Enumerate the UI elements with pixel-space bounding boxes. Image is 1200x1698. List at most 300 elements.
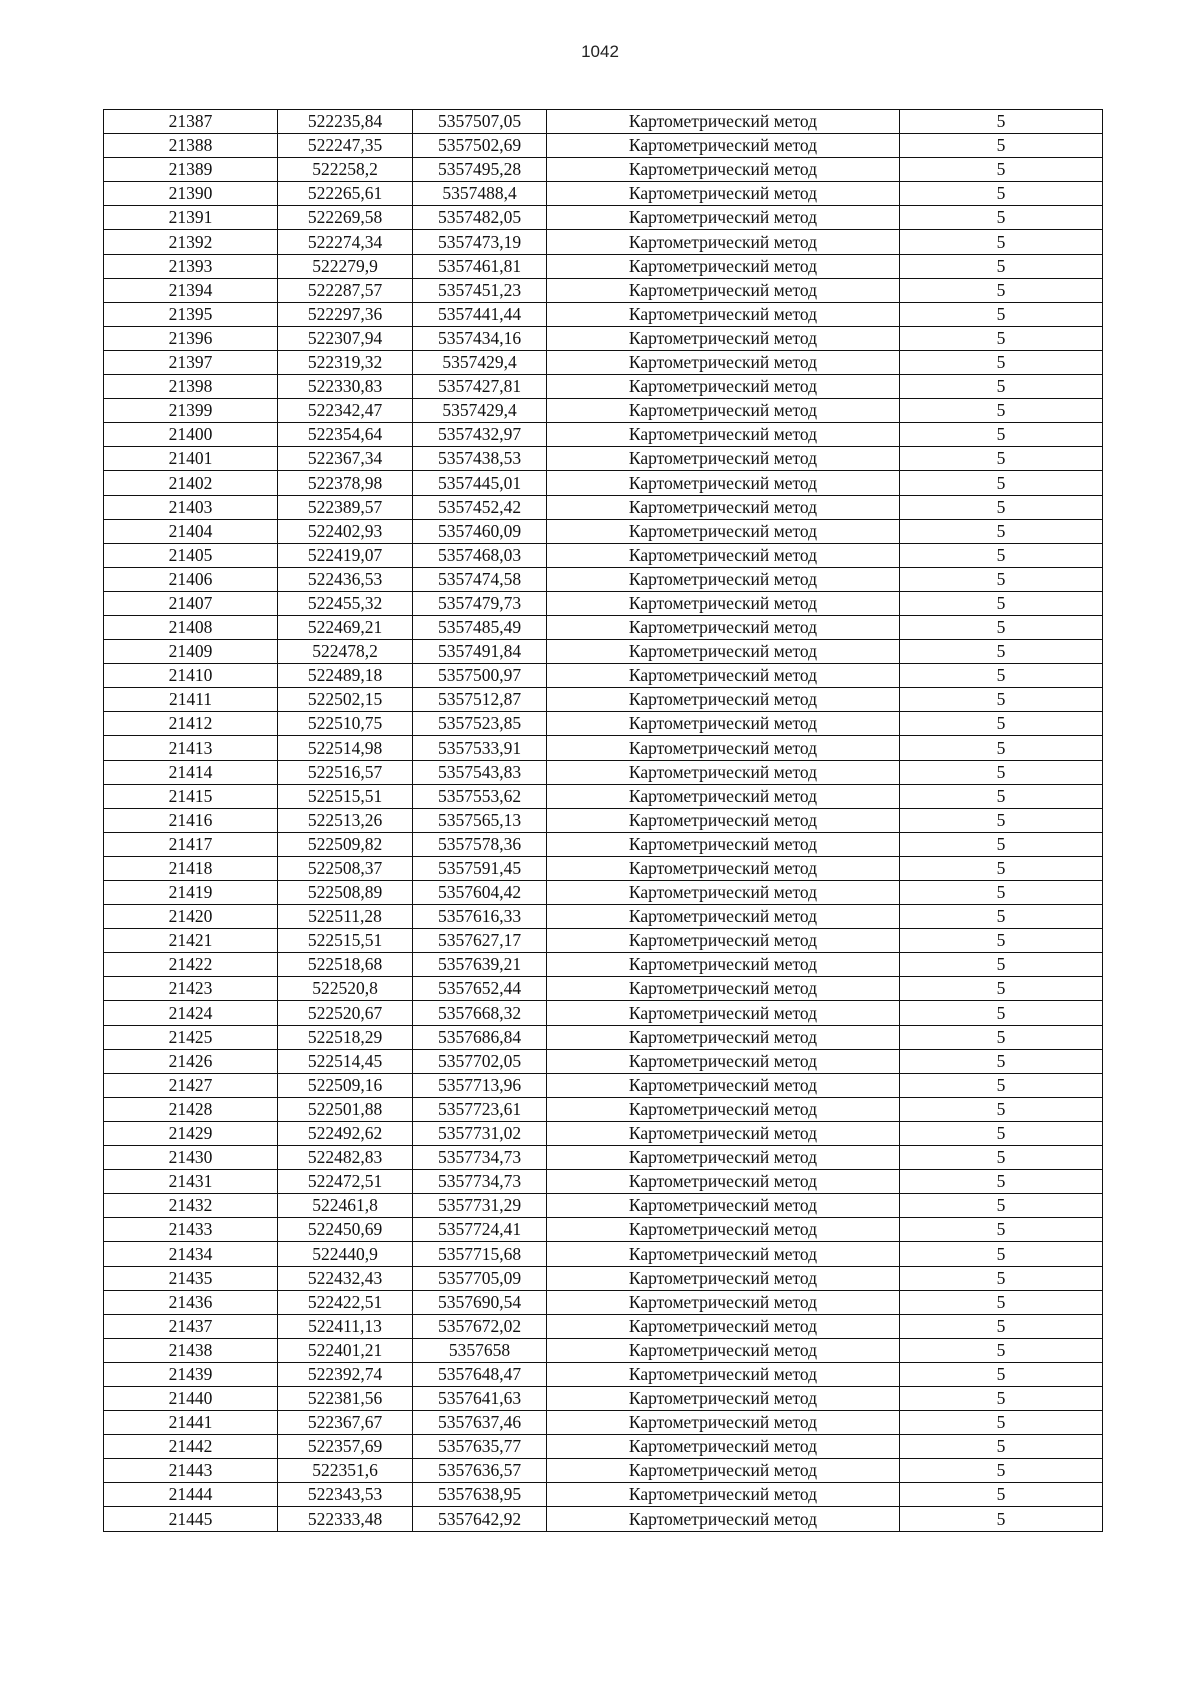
x-coordinate-cell: 522502,15: [278, 688, 413, 712]
y-coordinate-cell: 5357648,47: [413, 1362, 547, 1386]
method-cell: Картометрический метод: [547, 230, 900, 254]
y-coordinate-cell: 5357451,23: [413, 278, 547, 302]
x-coordinate-cell: 522509,82: [278, 832, 413, 856]
point-number-cell: 21415: [104, 784, 278, 808]
point-number-cell: 21421: [104, 929, 278, 953]
point-number-cell: 21403: [104, 495, 278, 519]
x-coordinate-cell: 522392,74: [278, 1362, 413, 1386]
point-number-cell: 21439: [104, 1362, 278, 1386]
table-row: [104, 881, 1103, 905]
point-number-cell: 21432: [104, 1194, 278, 1218]
point-number-cell: 21396: [104, 326, 278, 350]
accuracy-cell: 5: [900, 856, 1103, 880]
method-cell: Картометрический метод: [547, 1507, 900, 1531]
accuracy-cell: 5: [900, 543, 1103, 567]
x-coordinate-cell: 522513,26: [278, 808, 413, 832]
y-coordinate-cell: 5357507,05: [413, 110, 547, 134]
point-number-cell: 21428: [104, 1097, 278, 1121]
y-coordinate-cell: 5357445,01: [413, 471, 547, 495]
accuracy-cell: 5: [900, 326, 1103, 350]
y-coordinate-cell: 5357723,61: [413, 1097, 547, 1121]
point-number-cell: 21429: [104, 1121, 278, 1145]
x-coordinate-cell: 522509,16: [278, 1073, 413, 1097]
table-row: [104, 688, 1103, 712]
accuracy-cell: 5: [900, 760, 1103, 784]
accuracy-cell: 5: [900, 350, 1103, 374]
method-cell: Картометрический метод: [547, 278, 900, 302]
x-coordinate-cell: 522482,83: [278, 1146, 413, 1170]
y-coordinate-cell: 5357434,16: [413, 326, 547, 350]
point-number-cell: 21431: [104, 1170, 278, 1194]
y-coordinate-cell: 5357642,92: [413, 1507, 547, 1531]
accuracy-cell: 5: [900, 1194, 1103, 1218]
point-number-cell: 21399: [104, 399, 278, 423]
table-row: [104, 640, 1103, 664]
x-coordinate-cell: 522402,93: [278, 519, 413, 543]
accuracy-cell: 5: [900, 206, 1103, 230]
y-coordinate-cell: 5357553,62: [413, 784, 547, 808]
table-row: [104, 1483, 1103, 1507]
method-cell: Картометрический метод: [547, 905, 900, 929]
accuracy-cell: 5: [900, 905, 1103, 929]
method-cell: Картометрический метод: [547, 953, 900, 977]
point-number-cell: 21443: [104, 1459, 278, 1483]
y-coordinate-cell: 5357482,05: [413, 206, 547, 230]
point-number-cell: 21424: [104, 1001, 278, 1025]
accuracy-cell: 5: [900, 808, 1103, 832]
x-coordinate-cell: 522279,9: [278, 254, 413, 278]
point-number-cell: 21395: [104, 302, 278, 326]
table-row: [104, 808, 1103, 832]
y-coordinate-cell: 5357713,96: [413, 1073, 547, 1097]
x-coordinate-cell: 522520,8: [278, 977, 413, 1001]
table-row: [104, 1338, 1103, 1362]
accuracy-cell: 5: [900, 1049, 1103, 1073]
method-cell: Картометрический метод: [547, 375, 900, 399]
accuracy-cell: 5: [900, 471, 1103, 495]
method-cell: Картометрический метод: [547, 1435, 900, 1459]
method-cell: Картометрический метод: [547, 399, 900, 423]
y-coordinate-cell: 5357565,13: [413, 808, 547, 832]
method-cell: Картометрический метод: [547, 1338, 900, 1362]
accuracy-cell: 5: [900, 399, 1103, 423]
method-cell: Картометрический метод: [547, 110, 900, 134]
point-number-cell: 21444: [104, 1483, 278, 1507]
accuracy-cell: 5: [900, 182, 1103, 206]
accuracy-cell: 5: [900, 1121, 1103, 1145]
y-coordinate-cell: 5357427,81: [413, 375, 547, 399]
table-row: [104, 110, 1103, 134]
page-number: 1042: [581, 42, 619, 61]
y-coordinate-cell: 5357672,02: [413, 1314, 547, 1338]
point-number-cell: 21408: [104, 615, 278, 639]
method-cell: Картометрический метод: [547, 134, 900, 158]
x-coordinate-cell: 522518,68: [278, 953, 413, 977]
x-coordinate-cell: 522307,94: [278, 326, 413, 350]
table-row: [104, 736, 1103, 760]
x-coordinate-cell: 522367,67: [278, 1411, 413, 1435]
table-row: [104, 1411, 1103, 1435]
accuracy-cell: 5: [900, 278, 1103, 302]
y-coordinate-cell: 5357686,84: [413, 1025, 547, 1049]
accuracy-cell: 5: [900, 881, 1103, 905]
method-cell: Картометрический метод: [547, 736, 900, 760]
x-coordinate-cell: 522357,69: [278, 1435, 413, 1459]
method-cell: Картометрический метод: [547, 664, 900, 688]
table-row: [104, 254, 1103, 278]
point-number-cell: 21423: [104, 977, 278, 1001]
point-number-cell: 21418: [104, 856, 278, 880]
coordinates-table-body: [104, 110, 1103, 1532]
x-coordinate-cell: 522235,84: [278, 110, 413, 134]
point-number-cell: 21438: [104, 1338, 278, 1362]
x-coordinate-cell: 522389,57: [278, 495, 413, 519]
y-coordinate-cell: 5357468,03: [413, 543, 547, 567]
table-row: [104, 326, 1103, 350]
method-cell: Картометрический метод: [547, 1314, 900, 1338]
x-coordinate-cell: 522367,34: [278, 447, 413, 471]
point-number-cell: 21397: [104, 350, 278, 374]
method-cell: Картометрический метод: [547, 832, 900, 856]
table-row: [104, 399, 1103, 423]
y-coordinate-cell: 5357658: [413, 1338, 547, 1362]
table-row: [104, 953, 1103, 977]
y-coordinate-cell: 5357474,58: [413, 567, 547, 591]
x-coordinate-cell: 522515,51: [278, 784, 413, 808]
accuracy-cell: 5: [900, 158, 1103, 182]
method-cell: Картометрический метод: [547, 977, 900, 1001]
table-row: [104, 832, 1103, 856]
y-coordinate-cell: 5357639,21: [413, 953, 547, 977]
accuracy-cell: 5: [900, 1266, 1103, 1290]
point-number-cell: 21392: [104, 230, 278, 254]
x-coordinate-cell: 522411,13: [278, 1314, 413, 1338]
method-cell: Картометрический метод: [547, 1459, 900, 1483]
y-coordinate-cell: 5357715,68: [413, 1242, 547, 1266]
point-number-cell: 21434: [104, 1242, 278, 1266]
x-coordinate-cell: 522436,53: [278, 567, 413, 591]
point-number-cell: 21406: [104, 567, 278, 591]
accuracy-cell: 5: [900, 1338, 1103, 1362]
table-row: [104, 302, 1103, 326]
x-coordinate-cell: 522432,43: [278, 1266, 413, 1290]
y-coordinate-cell: 5357461,81: [413, 254, 547, 278]
y-coordinate-cell: 5357627,17: [413, 929, 547, 953]
x-coordinate-cell: 522422,51: [278, 1290, 413, 1314]
accuracy-cell: 5: [900, 1290, 1103, 1314]
method-cell: Картометрический метод: [547, 1001, 900, 1025]
method-cell: Картометрический метод: [547, 495, 900, 519]
table-row: [104, 375, 1103, 399]
accuracy-cell: 5: [900, 134, 1103, 158]
accuracy-cell: 5: [900, 254, 1103, 278]
method-cell: Картометрический метод: [547, 519, 900, 543]
method-cell: Картометрический метод: [547, 1386, 900, 1410]
x-coordinate-cell: 522333,48: [278, 1507, 413, 1531]
accuracy-cell: 5: [900, 929, 1103, 953]
x-coordinate-cell: 522508,89: [278, 881, 413, 905]
x-coordinate-cell: 522258,2: [278, 158, 413, 182]
y-coordinate-cell: 5357591,45: [413, 856, 547, 880]
coordinates-table: [103, 109, 1103, 1532]
x-coordinate-cell: 522461,8: [278, 1194, 413, 1218]
accuracy-cell: 5: [900, 1097, 1103, 1121]
point-number-cell: 21425: [104, 1025, 278, 1049]
table-row: [104, 760, 1103, 784]
x-coordinate-cell: 522501,88: [278, 1097, 413, 1121]
accuracy-cell: 5: [900, 1386, 1103, 1410]
method-cell: Картометрический метод: [547, 615, 900, 639]
method-cell: Картометрический метод: [547, 1411, 900, 1435]
x-coordinate-cell: 522450,69: [278, 1218, 413, 1242]
x-coordinate-cell: 522378,98: [278, 471, 413, 495]
table-row: [104, 278, 1103, 302]
y-coordinate-cell: 5357485,49: [413, 615, 547, 639]
y-coordinate-cell: 5357638,95: [413, 1483, 547, 1507]
point-number-cell: 21402: [104, 471, 278, 495]
method-cell: Картометрический метод: [547, 350, 900, 374]
x-coordinate-cell: 522419,07: [278, 543, 413, 567]
table-row: [104, 1314, 1103, 1338]
table-row: [104, 543, 1103, 567]
accuracy-cell: 5: [900, 302, 1103, 326]
x-coordinate-cell: 522508,37: [278, 856, 413, 880]
table-row: [104, 1073, 1103, 1097]
x-coordinate-cell: 522247,35: [278, 134, 413, 158]
table-row: [104, 1049, 1103, 1073]
accuracy-cell: 5: [900, 1001, 1103, 1025]
x-coordinate-cell: 522351,6: [278, 1459, 413, 1483]
point-number-cell: 21422: [104, 953, 278, 977]
table-row: [104, 1242, 1103, 1266]
point-number-cell: 21433: [104, 1218, 278, 1242]
point-number-cell: 21389: [104, 158, 278, 182]
method-cell: Картометрический метод: [547, 1146, 900, 1170]
point-number-cell: 21400: [104, 423, 278, 447]
point-number-cell: 21420: [104, 905, 278, 929]
accuracy-cell: 5: [900, 567, 1103, 591]
accuracy-cell: 5: [900, 953, 1103, 977]
accuracy-cell: 5: [900, 1025, 1103, 1049]
point-number-cell: 21412: [104, 712, 278, 736]
accuracy-cell: 5: [900, 423, 1103, 447]
table-row: [104, 1001, 1103, 1025]
point-number-cell: 21437: [104, 1314, 278, 1338]
y-coordinate-cell: 5357616,33: [413, 905, 547, 929]
y-coordinate-cell: 5357429,4: [413, 350, 547, 374]
accuracy-cell: 5: [900, 1146, 1103, 1170]
point-number-cell: 21419: [104, 881, 278, 905]
accuracy-cell: 5: [900, 1411, 1103, 1435]
method-cell: Картометрический метод: [547, 1290, 900, 1314]
accuracy-cell: 5: [900, 1435, 1103, 1459]
method-cell: Картометрический метод: [547, 423, 900, 447]
point-number-cell: 21427: [104, 1073, 278, 1097]
method-cell: Картометрический метод: [547, 881, 900, 905]
accuracy-cell: 5: [900, 495, 1103, 519]
table-row: [104, 1435, 1103, 1459]
point-number-cell: 21416: [104, 808, 278, 832]
accuracy-cell: 5: [900, 1314, 1103, 1338]
point-number-cell: 21410: [104, 664, 278, 688]
point-number-cell: 21404: [104, 519, 278, 543]
accuracy-cell: 5: [900, 664, 1103, 688]
table-row: [104, 206, 1103, 230]
method-cell: Картометрический метод: [547, 1362, 900, 1386]
y-coordinate-cell: 5357543,83: [413, 760, 547, 784]
table-row: [104, 447, 1103, 471]
point-number-cell: 21398: [104, 375, 278, 399]
point-number-cell: 21411: [104, 688, 278, 712]
y-coordinate-cell: 5357500,97: [413, 664, 547, 688]
table-row: [104, 495, 1103, 519]
x-coordinate-cell: 522354,64: [278, 423, 413, 447]
accuracy-cell: 5: [900, 230, 1103, 254]
method-cell: Картометрический метод: [547, 929, 900, 953]
y-coordinate-cell: 5357734,73: [413, 1170, 547, 1194]
accuracy-cell: 5: [900, 1459, 1103, 1483]
y-coordinate-cell: 5357731,02: [413, 1121, 547, 1145]
method-cell: Картометрический метод: [547, 1121, 900, 1145]
y-coordinate-cell: 5357668,32: [413, 1001, 547, 1025]
table-row: [104, 1194, 1103, 1218]
table-row: [104, 567, 1103, 591]
point-number-cell: 21394: [104, 278, 278, 302]
accuracy-cell: 5: [900, 375, 1103, 399]
table-row: [104, 519, 1103, 543]
y-coordinate-cell: 5357641,63: [413, 1386, 547, 1410]
method-cell: Картометрический метод: [547, 182, 900, 206]
point-number-cell: 21387: [104, 110, 278, 134]
table-row: [104, 1507, 1103, 1531]
method-cell: Картометрический метод: [547, 206, 900, 230]
accuracy-cell: 5: [900, 1073, 1103, 1097]
x-coordinate-cell: 522381,56: [278, 1386, 413, 1410]
accuracy-cell: 5: [900, 736, 1103, 760]
method-cell: Картометрический метод: [547, 784, 900, 808]
y-coordinate-cell: 5357578,36: [413, 832, 547, 856]
method-cell: Картометрический метод: [547, 760, 900, 784]
x-coordinate-cell: 522297,36: [278, 302, 413, 326]
table-row: [104, 1459, 1103, 1483]
accuracy-cell: 5: [900, 1170, 1103, 1194]
method-cell: Картометрический метод: [547, 712, 900, 736]
method-cell: Картометрический метод: [547, 1483, 900, 1507]
x-coordinate-cell: 522330,83: [278, 375, 413, 399]
method-cell: Картометрический метод: [547, 567, 900, 591]
x-coordinate-cell: 522269,58: [278, 206, 413, 230]
method-cell: Картометрический метод: [547, 302, 900, 326]
y-coordinate-cell: 5357429,4: [413, 399, 547, 423]
method-cell: Картометрический метод: [547, 640, 900, 664]
method-cell: Картометрический метод: [547, 471, 900, 495]
point-number-cell: 21414: [104, 760, 278, 784]
point-number-cell: 21413: [104, 736, 278, 760]
x-coordinate-cell: 522265,61: [278, 182, 413, 206]
accuracy-cell: 5: [900, 1483, 1103, 1507]
accuracy-cell: 5: [900, 519, 1103, 543]
point-number-cell: 21401: [104, 447, 278, 471]
table-row: [104, 712, 1103, 736]
accuracy-cell: 5: [900, 688, 1103, 712]
accuracy-cell: 5: [900, 110, 1103, 134]
point-number-cell: 21388: [104, 134, 278, 158]
point-number-cell: 21430: [104, 1146, 278, 1170]
table-row: [104, 784, 1103, 808]
table-row: [104, 1025, 1103, 1049]
table-row: [104, 1386, 1103, 1410]
x-coordinate-cell: 522401,21: [278, 1338, 413, 1362]
table-row: [104, 134, 1103, 158]
table-row: [104, 615, 1103, 639]
method-cell: Картометрический метод: [547, 808, 900, 832]
point-number-cell: 21426: [104, 1049, 278, 1073]
point-number-cell: 21441: [104, 1411, 278, 1435]
y-coordinate-cell: 5357731,29: [413, 1194, 547, 1218]
point-number-cell: 21440: [104, 1386, 278, 1410]
x-coordinate-cell: 522511,28: [278, 905, 413, 929]
table-row: [104, 471, 1103, 495]
x-coordinate-cell: 522342,47: [278, 399, 413, 423]
table-row: [104, 929, 1103, 953]
point-number-cell: 21445: [104, 1507, 278, 1531]
y-coordinate-cell: 5357635,77: [413, 1435, 547, 1459]
x-coordinate-cell: 522319,32: [278, 350, 413, 374]
table-row: [104, 1097, 1103, 1121]
y-coordinate-cell: 5357495,28: [413, 158, 547, 182]
x-coordinate-cell: 522492,62: [278, 1121, 413, 1145]
accuracy-cell: 5: [900, 784, 1103, 808]
y-coordinate-cell: 5357636,57: [413, 1459, 547, 1483]
method-cell: Картометрический метод: [547, 1073, 900, 1097]
table-row: [104, 1121, 1103, 1145]
y-coordinate-cell: 5357690,54: [413, 1290, 547, 1314]
table-row: [104, 1146, 1103, 1170]
x-coordinate-cell: 522516,57: [278, 760, 413, 784]
accuracy-cell: 5: [900, 712, 1103, 736]
accuracy-cell: 5: [900, 1218, 1103, 1242]
table-row: [104, 158, 1103, 182]
method-cell: Картометрический метод: [547, 1049, 900, 1073]
method-cell: Картометрический метод: [547, 158, 900, 182]
point-number-cell: 21393: [104, 254, 278, 278]
accuracy-cell: 5: [900, 977, 1103, 1001]
y-coordinate-cell: 5357452,42: [413, 495, 547, 519]
table-row: [104, 423, 1103, 447]
x-coordinate-cell: 522472,51: [278, 1170, 413, 1194]
table-row: [104, 1218, 1103, 1242]
table-row: [104, 230, 1103, 254]
table-row: [104, 182, 1103, 206]
method-cell: Картометрический метод: [547, 254, 900, 278]
y-coordinate-cell: 5357488,4: [413, 182, 547, 206]
accuracy-cell: 5: [900, 591, 1103, 615]
x-coordinate-cell: 522455,32: [278, 591, 413, 615]
x-coordinate-cell: 522274,34: [278, 230, 413, 254]
point-number-cell: 21390: [104, 182, 278, 206]
method-cell: Картометрический метод: [547, 856, 900, 880]
accuracy-cell: 5: [900, 1242, 1103, 1266]
x-coordinate-cell: 522515,51: [278, 929, 413, 953]
point-number-cell: 21417: [104, 832, 278, 856]
table-row: [104, 856, 1103, 880]
point-number-cell: 21405: [104, 543, 278, 567]
x-coordinate-cell: 522343,53: [278, 1483, 413, 1507]
method-cell: Картометрический метод: [547, 1194, 900, 1218]
point-number-cell: 21391: [104, 206, 278, 230]
accuracy-cell: 5: [900, 1362, 1103, 1386]
x-coordinate-cell: 522520,67: [278, 1001, 413, 1025]
